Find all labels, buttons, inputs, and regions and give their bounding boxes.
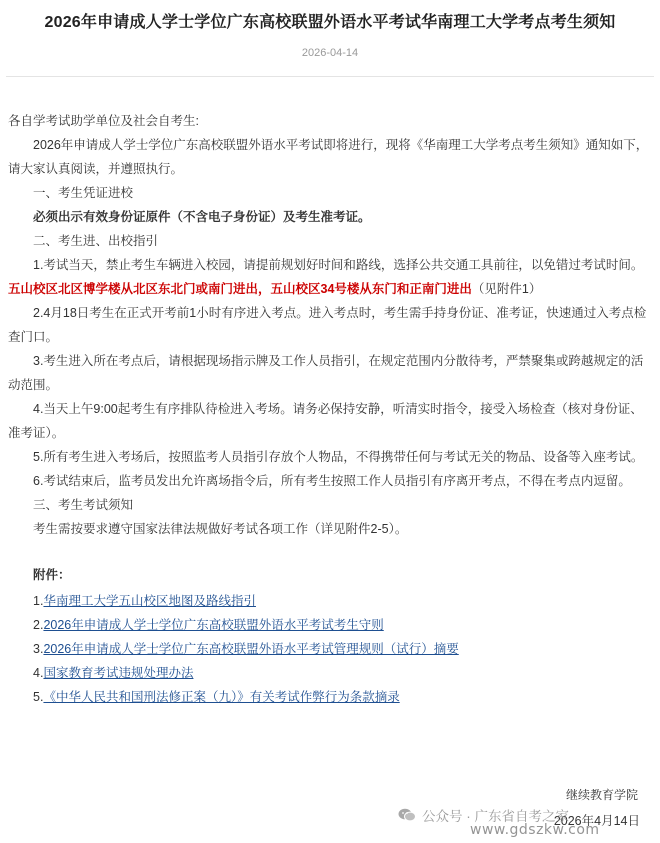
title-divider xyxy=(6,76,654,77)
section-3-title: 三、考生考试须知 xyxy=(33,498,134,512)
attachments-heading: 附件： xyxy=(33,568,71,582)
publish-date: 2026-04-14 xyxy=(301,47,359,59)
attachment-item xyxy=(33,685,653,709)
section-3-text: 考生需按要求遵守国家法律法规做好考试各项工作（详见附件2-5）。 xyxy=(33,522,408,536)
watermark-url: www.gdszkw.com xyxy=(470,822,600,838)
attachments-list xyxy=(8,589,653,709)
article-body xyxy=(8,109,653,709)
attachment-number: 2. xyxy=(33,618,44,632)
guide-item-5: 5.所有考生进入考场后，按照监考人员指引存放个人物品，不得携带任何与考试无关的物品、设备等入座考试。 xyxy=(33,450,644,464)
greeting: 各自学考试助学单位及社会自考生: xyxy=(8,114,199,128)
signature-date: 2026年4月14日 xyxy=(553,814,640,828)
intro-paragraph: 2026年申请成人学士学位广东高校联盟外语水平考试即将进行，现将《华南理工大学考点考生须知》通知如下，请大家认真阅读，并遵照执行。 xyxy=(8,138,649,176)
attachment-number: 4. xyxy=(33,666,44,680)
attachment-link-3[interactable]: 2026年申请成人学士学位广东高校联盟外语水平考试管理规则（试行）摘要 xyxy=(43,642,459,656)
guide-item-1-suffix: （见附件1） xyxy=(471,282,542,296)
attachment-number: 1. xyxy=(33,594,44,608)
attachment-item xyxy=(33,661,653,685)
section-1-text: 必须出示有效身份证原件（不含电子身份证）及考生准考证。 xyxy=(33,210,371,224)
watermark-text: 公众号 · 广东省自考之家 xyxy=(422,809,569,824)
attachment-link-5[interactable]: 《中华人民共和国刑法修正案（九）》有关考试作弊行为条款摘录 xyxy=(43,690,400,704)
page-title: 2026年申请成人学士学位广东高校联盟外语水平考试华南理工大学考点考生须知 xyxy=(44,14,616,31)
guide-item-3: 3.考生进入所在考点后，请根据现场指示牌及工作人员指引，在规定范围内分散待考，严禁聚集或跨越规定的活动范围。 xyxy=(8,354,644,392)
attachment-number: 3. xyxy=(33,642,44,656)
attachment-item xyxy=(33,613,653,637)
attachment-item xyxy=(33,589,653,613)
guide-item-1-highlight: 五山校区北区博学楼从北区东北门或南门进出，五山校区34号楼从东门和正南门进出 xyxy=(8,282,472,296)
attachment-link-2[interactable]: 2026年申请成人学士学位广东高校联盟外语水平考试考生守则 xyxy=(43,618,384,632)
guide-item-1 xyxy=(8,253,653,301)
attachment-link-4[interactable]: 国家教育考试违规处理办法 xyxy=(43,666,194,680)
guide-item-6: 6.考试结束后，监考员发出允许离场指令后，所有考生按照工作人员指引有序离开考点，不得在考点内逗留。 xyxy=(33,474,631,488)
section-2-title: 二、考生进、出校指引 xyxy=(33,234,159,248)
attachment-link-1[interactable]: 华南理工大学五山校区地图及路线指引 xyxy=(43,594,256,608)
guide-item-2: 2.4月18日考生在正式开考前1小时有序进入考点。进入考点时，考生需手持身份证、准考证，快速通过入考点检查门口。 xyxy=(8,306,647,344)
wechat-icon xyxy=(398,808,416,822)
signature-organization: 继续教育学院 xyxy=(565,788,638,802)
attachment-item xyxy=(33,637,653,661)
guide-item-4: 4.当天上午9:00起考生有序排队待检进入考场。请务必保持安静，听清实时指令，接受入场检查（核对身份证、准考证）。 xyxy=(8,402,643,440)
section-1-title: 一、考生凭证进校 xyxy=(33,186,134,200)
guide-item-1-text: 1.考试当天，禁止考生车辆进入校园，请提前规划好时间和路线，选择公共交通工具前往，以免错过考试时间。 xyxy=(33,258,644,272)
attachment-number: 5. xyxy=(33,690,44,704)
